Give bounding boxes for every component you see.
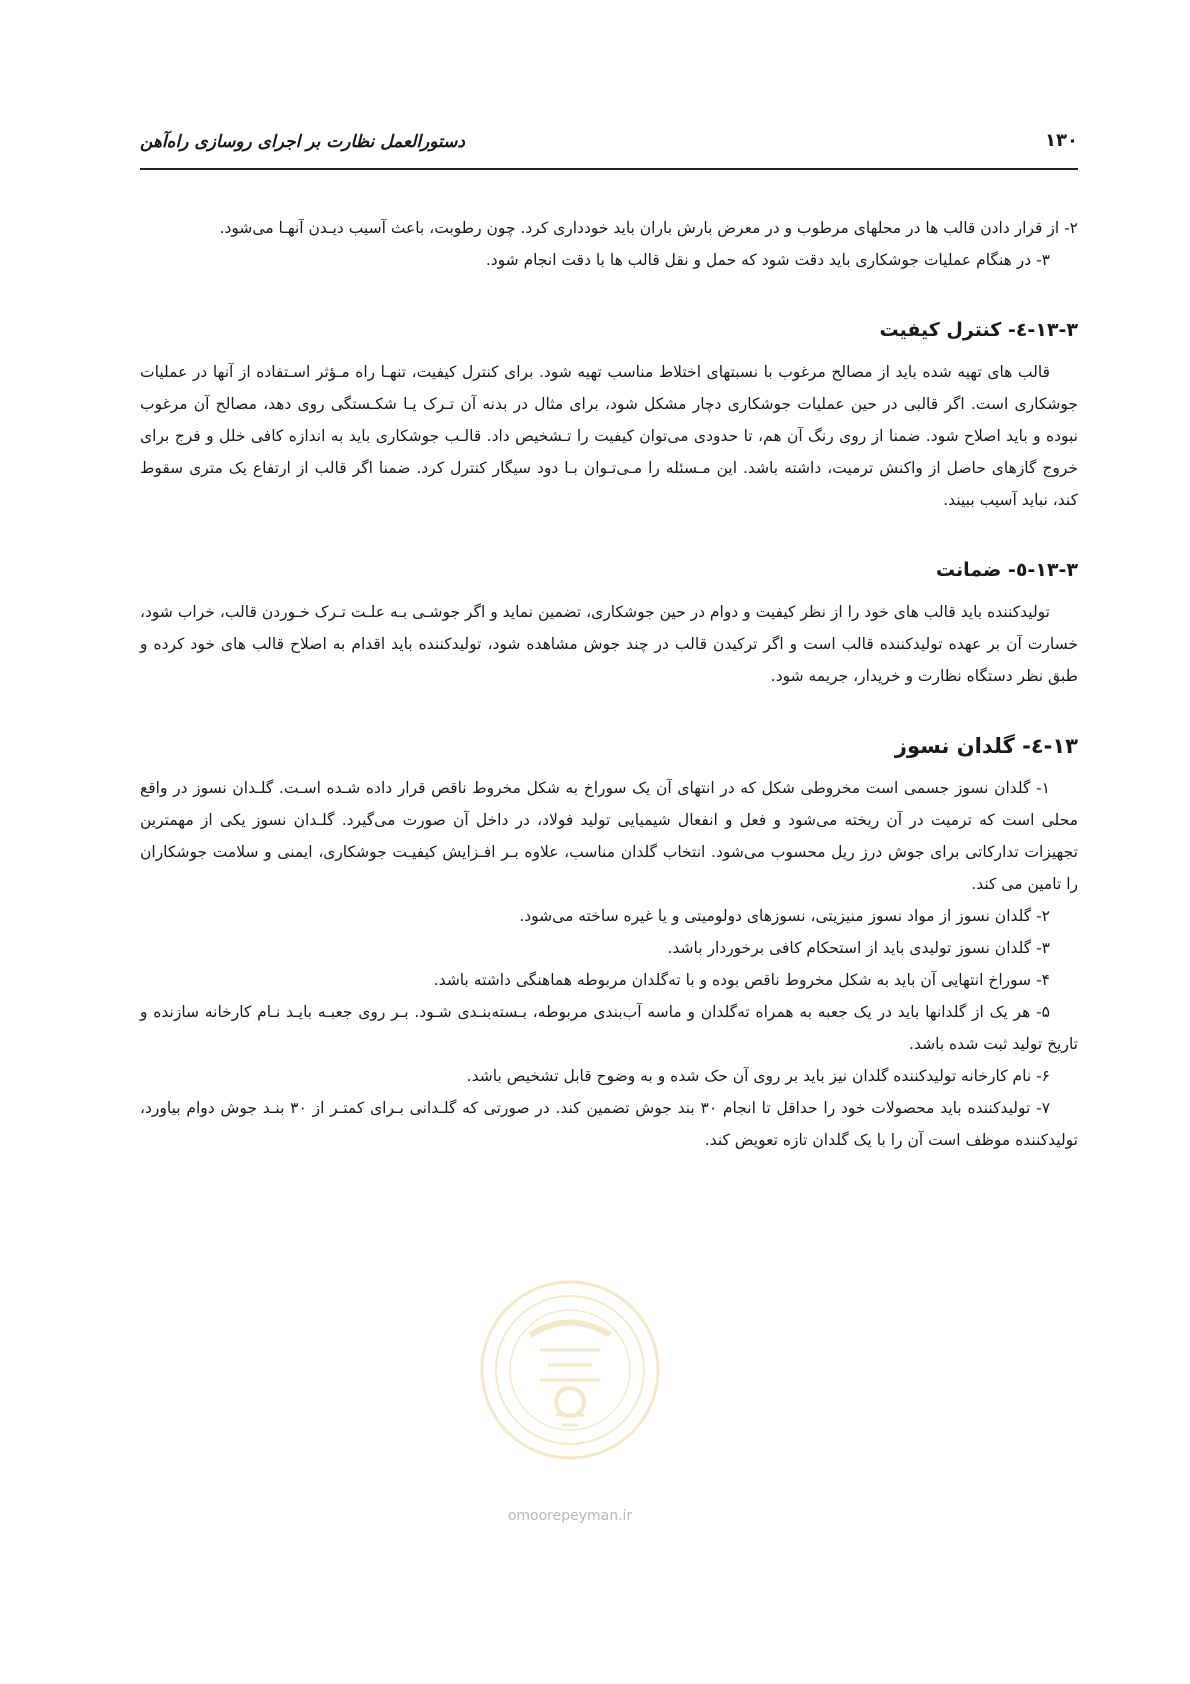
crucible-item-7: ۷- تولیدکننده باید محصولات خود را حداقل تا انجام ۳۰ بند جوش تضمین کند. در صورتی که گلـدانی بـرای کمتـر از ۳۰ بنـد جوش دوام بیاورد، تولیدکننده موظف است آن را با یک گلدان تازه تعویض کند. bbox=[140, 1099, 1078, 1149]
section-heading-crucible: ۱۳-٤- گلدان نسوز bbox=[894, 734, 1078, 758]
page-number: ۱۳۰ bbox=[1045, 130, 1078, 151]
page-header bbox=[140, 128, 1078, 170]
crucible-item-1: ۱- گلدان نسوز جسمی است مخروطی شکل که در انتهای آن یک سوراخ به شکل مخروط ناقص قرار داده شـده اسـت. گلـدان نسوز در واقع محلی است که ترمیت در آن ریخته می‌شود و فعل و انفعال شیمیایی تولید فولاد، در داخل آن صورت می‌گیرد. گلـدان نسوز یکی از مهمترین تجهیزات تدارکاتی برای جوش درز ریل محسوب می‌شود. انتخاب گلدان مناسب، علاوه بـر افـزایش کیفیـت جوشکاری، ایمنی و سلامت جوشکاران را تامین می کند. bbox=[140, 779, 1078, 893]
crucible-item-2: ۲- گلدان نسوز از مواد نسوز منیزیتی، نسوزهای دولومیتی و یا غیره ساخته می‌شود. bbox=[519, 907, 1050, 925]
crucible-item-6: ۶- نام کارخانه تولیدکننده گلدان نیز باید بر روی آن حک شده و به وضوح قابل تشخیص باشد. bbox=[466, 1067, 1050, 1085]
paragraph-quality-control: قالب های تهیه شده باید از مصالح مرغوب با نسبتهای اختلاط مناسب تهیه شود. برای کنترل کیفیت، تنهـا راه مـؤثر اسـتفاده از آنها در عملیات جوشکاری است. اگر قالبی در حین عملیات جوشکاری دچار مشکل شود، برای مثال در بدنه آن تـرک یـا شکـستگی روی دهد، مصالح آن مرغوب نبوده و باید اصلاح شود. ضمنا از روی رنگ آن هم، تا حدودی می‌توان کیفیت را تـشخیص داد. قالـب جوشکاری باید به اندازه کافی خلل و فرج برای خروج گازهای حاصل از واکنش ترمیت، داشته باشد. این مـسئله را مـی‌تـوان بـا دود سیگار کنترل کرد. ضمنا اگر قالب از ارتفاع یک متری سقوط کند، نباید آسیب ببیند. bbox=[140, 363, 1078, 509]
paragraph-item-2: ۲- از قرار دادن قالب ها در محلهای مرطوب و در معرض بارش باران باید خودداری کرد. چون رطوبت، باعث آسیب دیـدن آنهـا می‌شود. bbox=[219, 219, 1078, 237]
watermark-url: omoorepeyman.ir bbox=[507, 1508, 633, 1524]
document-body bbox=[140, 212, 1078, 1156]
section-heading-quality-control: ۱۳-۳-٤- کنترل کیفیت bbox=[879, 319, 1078, 341]
crucible-item-4: ۴- سوراخ انتهایی آن باید به شکل مخروط ناقص بوده و با ته‌گلدان مربوطه هماهنگی داشته باشد. bbox=[433, 971, 1050, 989]
header-title: دستورالعمل نظارت بر اجرای روسازی راه‌آهن bbox=[140, 132, 465, 152]
paragraph-warranty: تولیدکننده باید قالب های خود را از نظر کیفیت و دوام در حین جوشکاری، تضمین نماید و اگر جوشـی بـه علـت تـرک خـوردن قالب، خراب شود، خسارت آن بر عهده تولیدکننده قالب است و اگر ترکیدن قالب در چند جوش مشاهده شود، تولیدکننده باید اقدام به اصلاح قالب های خود کرده و طبق نظر دستگاه نظارت و خریدار، جریمه شود. bbox=[140, 603, 1078, 685]
watermark-seal bbox=[470, 1240, 670, 1540]
paragraph-item-3: ۳- در هنگام عملیات جوشکاری باید دقت شود که حمل و نقل قالب ها با دقت انجام شود. bbox=[485, 251, 1050, 269]
section-heading-warranty: ۱۳-۳-٥- ضمانت bbox=[935, 559, 1078, 581]
crucible-item-3: ۳- گلدان نسوز تولیدی باید از استحکام کافی برخوردار باشد. bbox=[667, 939, 1050, 957]
crucible-item-5: ۵- هر یک از گلدانها باید در یک جعبه به همراه ته‌گلدان و ماسه آب‌بندی مربوطه، بـسته‌بنـدی شـود. بـر روی جعبـه بایـد نـام کارخانه سازنده و تاریخ تولید ثبت شده باشد. bbox=[140, 1003, 1078, 1053]
seal-icon bbox=[470, 1240, 670, 1500]
